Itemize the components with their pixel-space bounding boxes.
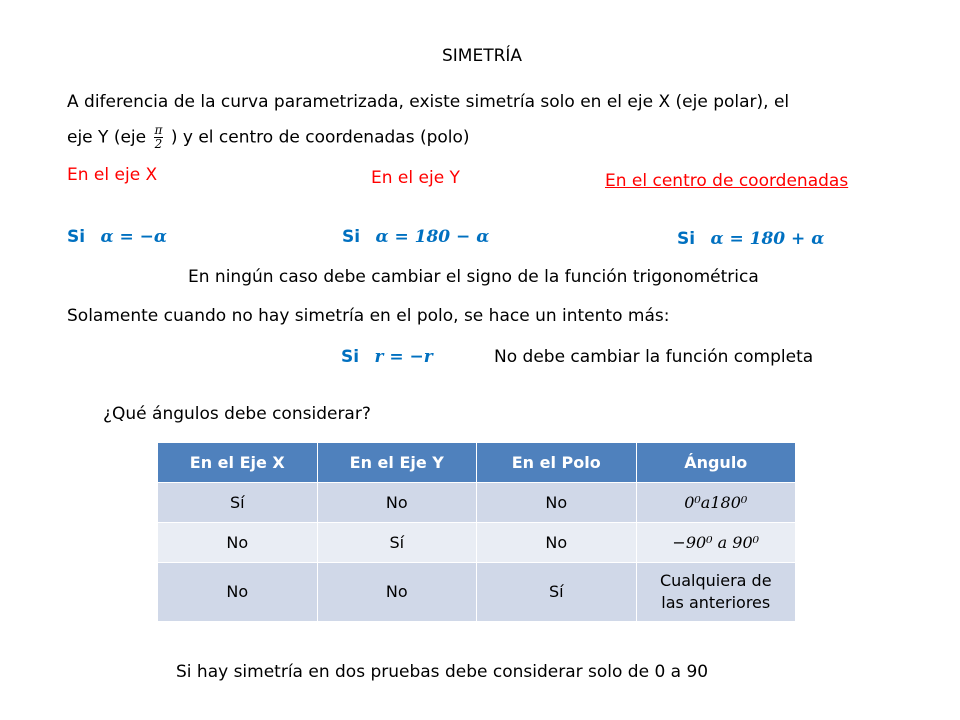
page-title: SIMETRÍA [442,46,523,66]
heading-center: En el centro de coordenadas [605,171,849,191]
intro-line-2-start: eje Y (eje [67,127,147,148]
table-cell-angle: −90⁰ a 90⁰ [636,523,796,563]
header-angle: Ángulo [636,443,796,483]
header-pole: En el Polo [477,443,637,483]
formula-axis-y: α = 180 − α [375,227,490,247]
table-row [158,483,796,523]
table-cell: Sí [158,483,318,523]
si-label: Si [67,227,86,247]
header-axis-x: En el Eje X [158,443,318,483]
table-cell-angle: 0⁰a180⁰ [636,483,796,523]
question: ¿Qué ángulos debe considerar? [103,404,371,424]
table-cell: No [158,563,318,622]
angle-line-2: las anteriores [661,593,771,612]
note-sign: En ningún caso debe cambiar el signo de la función trigonométrica [188,267,759,287]
table-cell: No [477,483,637,523]
table-cell-angle [636,563,796,622]
note-extra-attempt: Solamente cuando no hay simetría en el polo, se hace un intento más: [67,306,670,326]
intro-line-2-end: ) y el centro de coordenadas (polo) [170,127,470,148]
condition-center [677,229,824,249]
table-cell: No [317,563,477,622]
table-cell: Sí [317,523,477,563]
angle-line-1: Cualquiera de [659,571,772,590]
table-cell: No [317,483,477,523]
table-row [158,563,796,622]
table-row [158,523,796,563]
formula-radius: r = −r [374,347,433,367]
condition-axis-y [342,227,489,247]
formula-axis-x: α = −α [100,227,167,247]
intro-line-2 [67,124,470,151]
formula-center: α = 180 + α [710,229,825,249]
fraction-numerator: π [154,123,163,137]
si-label: Si [677,229,696,249]
table-cell: No [158,523,318,563]
si-label: Si [342,227,361,247]
condition-radius [341,347,433,367]
table-header-row [158,443,796,483]
symmetry-table [157,442,796,622]
heading-axis-y: En el eje Y [371,168,460,188]
table-cell: No [477,523,637,563]
table-cell: Sí [477,563,637,622]
si-label: Si [341,347,360,367]
header-axis-y: En el Eje Y [317,443,477,483]
pi-over-two-fraction [154,124,164,151]
condition-axis-x [67,227,167,247]
fraction-denominator: 2 [154,137,163,151]
heading-axis-x: En el eje X [67,165,158,185]
footer-note: Si hay simetría en dos pruebas debe considerar solo de 0 a 90 [176,662,709,682]
intro-line-1: A diferencia de la curva parametrizada, existe simetría solo en el eje X (eje polar), el [67,92,790,112]
note-function: No debe cambiar la función completa [494,347,814,367]
